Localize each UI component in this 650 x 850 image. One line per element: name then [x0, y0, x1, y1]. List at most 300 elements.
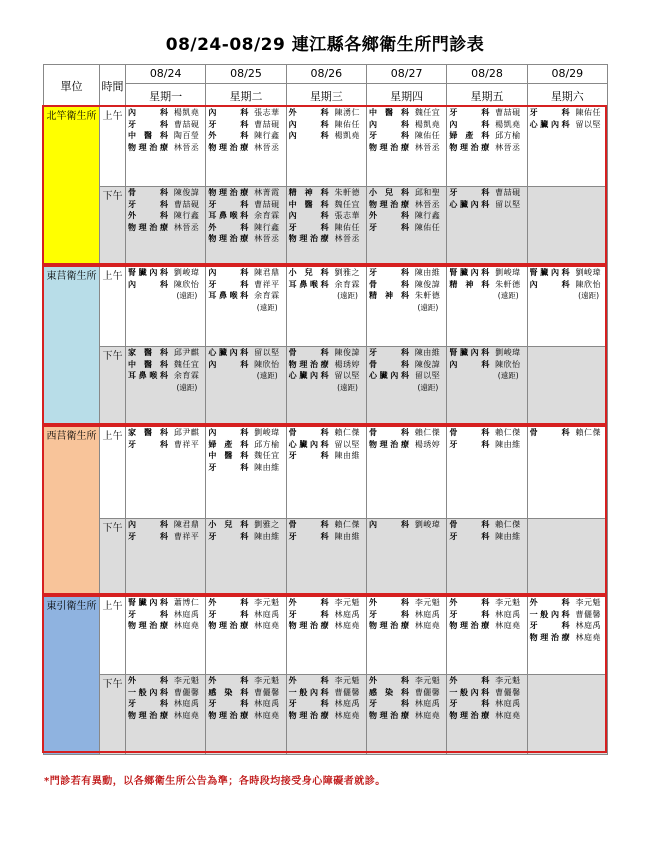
- department: 外 科: [368, 598, 409, 607]
- doctor-name: 林晉丞: [173, 142, 200, 152]
- department: 家 醫 科: [128, 428, 168, 437]
- doctor-name: 林菁霞: [254, 188, 280, 197]
- doctor-name: 劉峻瑋: [173, 268, 200, 277]
- footer-note: *門診若有異動，以各鄉衛生所公告為準；各時段均接受身心障礙者就診。: [44, 776, 386, 787]
- doctor-name: 曹儷馨: [575, 609, 601, 619]
- doctor-name: 賴仁傑: [495, 428, 521, 437]
- department: 骨 科: [529, 428, 570, 437]
- department: 物 理 治 療: [128, 710, 168, 720]
- doctor-name: 劉雅之: [334, 268, 360, 277]
- department: 牙 科: [368, 348, 409, 357]
- department: 中 醫 科: [128, 131, 168, 140]
- department: 小 兒 科: [368, 188, 409, 197]
- day-date: 08/24: [126, 65, 205, 84]
- department: 物 理 治 療: [529, 632, 570, 642]
- clinic-entry: [287, 222, 366, 234]
- doctor-name: 楊凱堯: [495, 119, 521, 129]
- remote-note: (遠距): [256, 302, 278, 312]
- department: 物 理 治 療: [368, 621, 409, 630]
- clinic-entry: [287, 531, 366, 543]
- doctor-name: 李元魁: [495, 598, 521, 607]
- doctor-name: 曹喆硯: [254, 199, 280, 209]
- department: 牙 科: [449, 108, 490, 117]
- clinic-entry: [126, 347, 205, 359]
- department: 牙 科: [529, 108, 570, 117]
- department: 外 科: [449, 676, 490, 685]
- clinic-entry: [126, 519, 205, 531]
- clinic-entry: [206, 531, 285, 543]
- clinic-entry: [447, 267, 526, 279]
- clinic-entry: [447, 279, 526, 291]
- page-title: 08/24-08/29 連江縣各鄉衛生所門診表: [165, 35, 485, 55]
- department: 牙 科: [208, 462, 249, 472]
- department: 內 科: [368, 119, 409, 129]
- doctor-name: 林晉丞: [334, 234, 360, 243]
- clinic-entry: [367, 199, 446, 211]
- department: 家 醫 科: [128, 348, 168, 357]
- clinic-schedule-table: [43, 64, 608, 755]
- clinic-entry: [367, 290, 446, 302]
- department: 物 理 治 療: [208, 234, 249, 243]
- clinic-entry: [447, 199, 526, 211]
- schedule-row-pm: [44, 675, 608, 755]
- clinic-entry: [287, 279, 366, 291]
- clinic-entry: [367, 519, 446, 531]
- department: 腎 臟 內 科: [449, 268, 490, 277]
- remote-note: (遠距): [337, 291, 358, 300]
- clinic-entry: [206, 210, 285, 222]
- schedule-cell: [447, 675, 527, 755]
- doctor-name: 賴仁傑: [334, 520, 360, 529]
- clinic-entry: [126, 279, 205, 291]
- doctor-name: 林庭禹: [254, 609, 280, 619]
- doctor-name: 魏任宜: [334, 199, 360, 209]
- day-weekday: 星期四: [390, 90, 424, 103]
- clinic-entry: [126, 267, 205, 279]
- clinic-entry: [447, 427, 526, 439]
- department: 精 神 科: [288, 188, 329, 197]
- day-weekday: 星期六: [550, 90, 584, 103]
- clinic-entry: [447, 130, 526, 142]
- department: 物 理 治 療: [208, 142, 249, 152]
- clinic-entry: [206, 609, 285, 621]
- doctor-name: 林晉丞: [414, 199, 441, 209]
- doctor-name: 陳由維: [414, 348, 441, 357]
- clinic-entry: [126, 698, 205, 710]
- clinic-entry: [287, 210, 366, 222]
- department: 中 醫 科: [288, 199, 329, 209]
- doctor-name: 陳佑任: [414, 131, 441, 140]
- schedule-cell: [126, 347, 206, 427]
- doctor-name: 林庭禹: [173, 699, 200, 708]
- doctor-name: 曹儷馨: [173, 687, 200, 697]
- clinic-entry: [367, 710, 446, 722]
- doctor-name: 林庭堯: [173, 621, 200, 630]
- doctor-name: 邱方榆: [254, 439, 280, 449]
- doctor-name: 曹喆硯: [254, 119, 280, 129]
- schedule-cell: [527, 597, 607, 675]
- clinic-entry: [206, 187, 285, 199]
- clinic-entry: [126, 359, 205, 371]
- department: 牙 科: [288, 609, 329, 619]
- clinic-entry: [287, 710, 366, 722]
- clinic-entry: [447, 187, 526, 199]
- clinic-entry: [447, 142, 526, 154]
- doctor-name: 曹祥平: [254, 279, 280, 289]
- schedule-cell: [366, 427, 446, 519]
- department: 耳 鼻 喉 科: [208, 211, 249, 220]
- clinic-entry: [287, 597, 366, 609]
- day-date: 08/25: [206, 65, 285, 84]
- schedule-cell: [447, 347, 527, 427]
- doctor-name: 李元魁: [495, 676, 521, 685]
- doctor-name: 陳由維: [334, 451, 360, 460]
- doctor-name: 林庭禹: [495, 699, 521, 708]
- doctor-name: 陳佑任: [414, 222, 441, 232]
- clinic-entry: [367, 347, 446, 359]
- day-date: 08/28: [447, 65, 526, 84]
- doctor-name: 陳君鼎: [173, 520, 200, 529]
- clinic-entry: [447, 519, 526, 531]
- period-label: 上午: [100, 107, 126, 187]
- department: 一 般 內 科: [529, 609, 570, 619]
- schedule-cell: [206, 107, 286, 187]
- schedule-row-am: [44, 267, 608, 347]
- department: 牙 科: [368, 222, 409, 232]
- clinic-entry: [287, 267, 366, 279]
- department: 牙 科: [288, 531, 329, 541]
- clinic-entry: [126, 187, 205, 199]
- period-label: 上午: [100, 427, 126, 519]
- doctor-name: 邱尹麒: [173, 348, 200, 357]
- clinic-entry: [367, 675, 446, 687]
- day-date: 08/29: [528, 65, 607, 84]
- clinic-entry: [206, 130, 285, 142]
- department: 心 臟 內 科: [368, 371, 409, 380]
- department: 心 臟 內 科: [288, 439, 329, 449]
- schedule-cell: [206, 187, 286, 267]
- schedule-cell: [286, 519, 366, 597]
- clinic-entry: [206, 347, 285, 359]
- schedule-cell: [527, 187, 607, 267]
- clinic-entry: [126, 210, 205, 222]
- schedule-row-pm: [44, 347, 608, 427]
- department: 中 醫 科: [128, 359, 168, 369]
- doctor-name: 張志華: [334, 211, 360, 220]
- clinic-entry: [528, 119, 607, 131]
- schedule-cell: [366, 187, 446, 267]
- schedule-cell: [126, 675, 206, 755]
- doctor-name: 林庭堯: [334, 710, 360, 720]
- clinic-entry: [206, 222, 285, 234]
- clinic-entry: [367, 267, 446, 279]
- clinic-entry: [126, 597, 205, 609]
- doctor-name: 留以堅: [495, 199, 521, 209]
- department: 物 理 治 療: [208, 621, 249, 630]
- clinic-entry: [287, 359, 366, 371]
- doctor-name: 賴仁傑: [495, 520, 521, 529]
- department: 內 科: [368, 520, 409, 529]
- department: 內 科: [288, 119, 329, 129]
- department: 骨 科: [449, 520, 490, 529]
- clinic-entry: [287, 519, 366, 531]
- department: 牙 科: [368, 268, 409, 277]
- department: 內 科: [449, 359, 490, 369]
- doctor-name: 陳欣怡: [173, 279, 200, 289]
- schedule-cell: [527, 267, 607, 347]
- department: 牙 科: [529, 621, 570, 630]
- schedule-cell: [366, 267, 446, 347]
- clinic-entry: [367, 107, 446, 119]
- schedule-cell: [286, 347, 366, 427]
- doctor-name: 朱軒德: [495, 279, 521, 289]
- clinic-entry: [206, 290, 285, 302]
- doctor-name: 曹儷馨: [414, 687, 441, 697]
- department: 中 醫 科: [208, 451, 249, 460]
- schedule-cell: [447, 427, 527, 519]
- clinic-entry: [287, 698, 366, 710]
- clinic-entry: [126, 370, 205, 382]
- clinic-entry: [447, 609, 526, 621]
- department: 外 科: [208, 222, 249, 232]
- doctor-name: 林庭禹: [254, 699, 280, 708]
- department: 耳 鼻 喉 科: [288, 279, 329, 289]
- doctor-name: 賴仁傑: [575, 428, 601, 437]
- doctor-name: 李元魁: [254, 598, 280, 607]
- doctor-name: 陳欣怡: [495, 359, 521, 369]
- doctor-name: 魏任宜: [254, 451, 280, 460]
- clinic-entry: [528, 279, 607, 291]
- period-label: 上午: [100, 267, 126, 347]
- department: 牙 科: [208, 279, 249, 289]
- doctor-name: 楊琇婷: [414, 439, 441, 449]
- schedule-cell: [126, 267, 206, 347]
- period-label: 下午: [100, 675, 126, 755]
- clinic-entry: [287, 119, 366, 131]
- department: 骨 科: [368, 279, 409, 289]
- department: 骨 科: [288, 428, 329, 437]
- doctor-name: 林庭堯: [575, 632, 601, 642]
- day-header: [366, 65, 446, 107]
- clinic-entry: [287, 687, 366, 699]
- clinic-entry: [287, 675, 366, 687]
- schedule-cell: [527, 107, 607, 187]
- department: 精 神 科: [449, 279, 490, 289]
- department: 物 理 治 療: [449, 710, 490, 720]
- schedule-cell: [447, 519, 527, 597]
- clinic-entry: [287, 609, 366, 621]
- doctor-name: 賴仁傑: [334, 428, 360, 437]
- department: 婦 產 科: [208, 439, 249, 449]
- department: 一 般 內 科: [288, 687, 329, 697]
- clinic-entry: [367, 210, 446, 222]
- doctor-name: 林晉丞: [254, 142, 280, 152]
- department: 牙 科: [449, 609, 490, 619]
- clinic-entry: [528, 427, 607, 439]
- clinic-entry: [367, 698, 446, 710]
- doctor-name: 李元魁: [254, 676, 280, 685]
- clinic-entry: [287, 233, 366, 245]
- department: 牙 科: [128, 439, 168, 449]
- doctor-name: 曹喆硯: [173, 199, 200, 209]
- doctor-name: 楊凱堯: [334, 131, 360, 140]
- clinic-entry: [126, 107, 205, 119]
- department: 外 科: [529, 598, 570, 607]
- schedule-cell: [286, 597, 366, 675]
- remote-note: (遠距): [256, 371, 278, 380]
- department: 物 理 治 療: [128, 621, 168, 630]
- schedule-cell: [286, 107, 366, 187]
- department: 骨 科: [288, 348, 329, 357]
- clinic-entry: [367, 279, 446, 291]
- department: 牙 科: [368, 131, 409, 140]
- department: 牙 科: [208, 199, 249, 209]
- department: 牙 科: [449, 439, 490, 449]
- doctor-name: 陳行鑫: [414, 211, 441, 220]
- unit-name: 西莒衛生所: [44, 427, 100, 597]
- doctor-name: 曹喆硯: [495, 108, 521, 117]
- clinic-entry: [287, 347, 366, 359]
- schedule-cell: [447, 107, 527, 187]
- doctor-name: 陳俊諱: [414, 279, 441, 289]
- clinic-entry: [447, 347, 526, 359]
- department: 心 臟 內 科: [529, 119, 570, 129]
- clinic-entry: [206, 199, 285, 211]
- department: 內 科: [529, 279, 570, 289]
- doctor-name: 曹儷馨: [334, 687, 360, 697]
- clinic-entry: [447, 107, 526, 119]
- department: 心 臟 內 科: [449, 199, 490, 209]
- clinic-entry: [206, 450, 285, 462]
- day-weekday: 星期三: [309, 90, 343, 103]
- clinic-entry: [206, 279, 285, 291]
- doctor-name: 林晉丞: [173, 222, 200, 232]
- clinic-entry: [528, 609, 607, 621]
- department: 物 理 治 療: [288, 359, 329, 369]
- department: 骨 科: [128, 188, 168, 197]
- doctor-name: 留以堅: [334, 371, 360, 380]
- clinic-entry: [206, 620, 285, 632]
- clinic-entry: [447, 710, 526, 722]
- clinic-entry: [206, 710, 285, 722]
- department: 牙 科: [449, 188, 490, 197]
- clinic-entry: [447, 119, 526, 131]
- clinic-entry: [287, 187, 366, 199]
- schedule-cell: [286, 427, 366, 519]
- department: 內 科: [288, 211, 329, 220]
- doctor-name: 曹祥平: [173, 439, 200, 449]
- doctor-name: 林庭禹: [575, 621, 601, 630]
- department: 一 般 內 科: [449, 687, 490, 697]
- doctor-name: 林庭禹: [173, 609, 200, 619]
- period-label: 下午: [100, 519, 126, 597]
- clinic-entry: [447, 687, 526, 699]
- clinic-entry: [206, 698, 285, 710]
- schedule-cell: [126, 107, 206, 187]
- clinic-entry: [447, 698, 526, 710]
- unit-name: 東莒衛生所: [44, 267, 100, 427]
- department: 物 理 治 療: [368, 710, 409, 720]
- schedule-cell: [366, 107, 446, 187]
- department: 牙 科: [288, 451, 329, 460]
- clinic-entry: [126, 687, 205, 699]
- department: 內 科: [208, 359, 249, 369]
- schedule-cell: [206, 347, 286, 427]
- doctor-name: 林庭堯: [173, 710, 200, 720]
- doctor-name: 林晉丞: [254, 234, 280, 243]
- department: 外 科: [288, 676, 329, 685]
- clinic-entry: [528, 107, 607, 119]
- doctor-name: 陳欣怡: [254, 359, 280, 369]
- clinic-entry: [447, 675, 526, 687]
- schedule-cell: [527, 675, 607, 755]
- clinic-entry: [126, 130, 205, 142]
- department: 外 科: [368, 211, 409, 220]
- department: 外 科: [208, 131, 249, 140]
- department: 物 理 治 療: [288, 710, 329, 720]
- schedule-cell: [447, 187, 527, 267]
- doctor-name: 陳由維: [254, 531, 280, 541]
- department: 牙 科: [128, 199, 168, 209]
- doctor-name: 留以堅: [414, 371, 441, 380]
- clinic-entry: [126, 222, 205, 234]
- schedule-row-am: [44, 597, 608, 675]
- clinic-entry: [367, 597, 446, 609]
- department: 婦 產 科: [449, 131, 490, 140]
- remote-note: (遠距): [417, 302, 439, 312]
- clinic-entry: [287, 450, 366, 462]
- department: 感 染 科: [368, 687, 409, 697]
- department: 牙 科: [128, 699, 168, 708]
- clinic-entry: [126, 675, 205, 687]
- clinic-entry: [206, 119, 285, 131]
- schedule-cell: [206, 597, 286, 675]
- clinic-entry: [447, 620, 526, 632]
- doctor-name: 陳由維: [495, 531, 521, 541]
- department: 牙 科: [128, 531, 168, 541]
- doctor-name: 李元魁: [173, 676, 200, 685]
- doctor-name: 陶百瑩: [173, 131, 200, 140]
- schedule-row-am: [44, 427, 608, 519]
- clinic-entry: [126, 620, 205, 632]
- clinic-entry: [126, 142, 205, 154]
- schedule-cell: [206, 675, 286, 755]
- clinic-entry: [126, 531, 205, 543]
- department: 外 科: [288, 598, 329, 607]
- doctor-name: 蕭博仁: [173, 598, 200, 607]
- doctor-name: 邱和聖: [414, 188, 441, 197]
- department: 內 科: [128, 520, 168, 529]
- department: 耳 鼻 喉 科: [208, 291, 249, 300]
- schedule-cell: [206, 427, 286, 519]
- department: 腎 臟 內 科: [449, 348, 490, 357]
- clinic-entry: [126, 439, 205, 451]
- department: 物 理 治 療: [288, 621, 329, 630]
- doctor-name: 賴仁傑: [414, 428, 441, 437]
- department: 內 科: [208, 268, 249, 277]
- clinic-entry: [206, 687, 285, 699]
- doctor-name: 李元魁: [414, 598, 441, 607]
- department: 腎 臟 內 科: [128, 268, 168, 277]
- clinic-entry: [126, 609, 205, 621]
- clinic-entry: [367, 427, 446, 439]
- department: 內 科: [128, 279, 168, 289]
- doctor-name: 朱軒德: [334, 188, 360, 197]
- department: 內 科: [449, 119, 490, 129]
- schedule-cell: [366, 519, 446, 597]
- clinic-entry: [528, 267, 607, 279]
- department: 精 神 科: [368, 291, 409, 300]
